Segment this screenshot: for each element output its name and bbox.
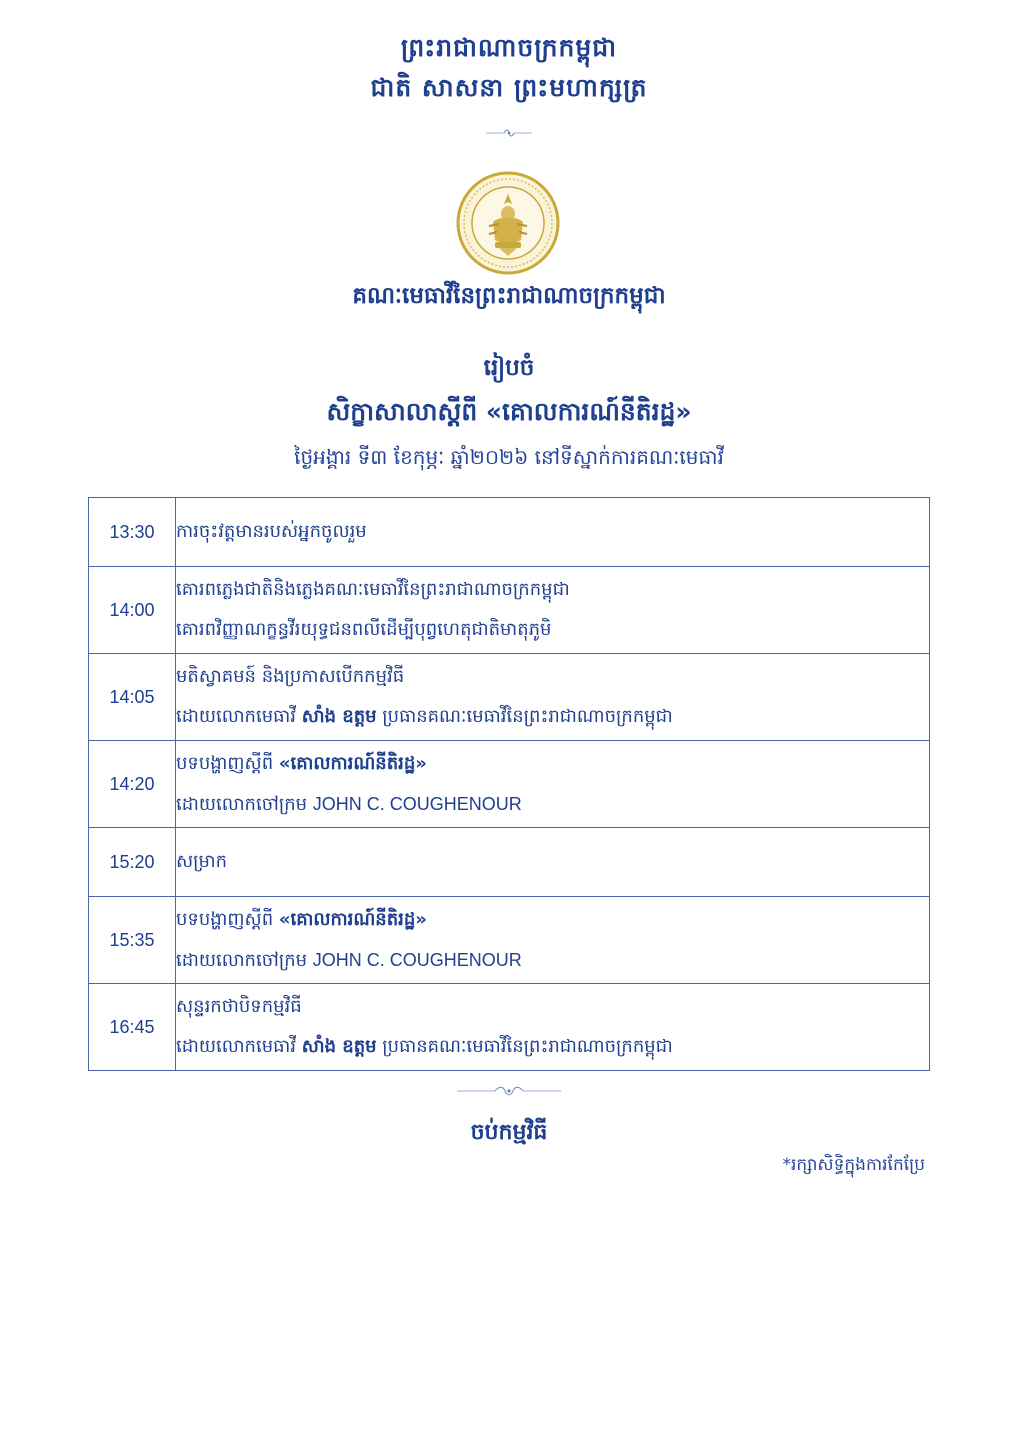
- agenda-item-text: ការចុះវត្តមានរបស់អ្នកចូលរួម: [176, 521, 367, 542]
- agenda-description: [176, 984, 930, 1071]
- agenda-time: 14:05: [89, 654, 176, 741]
- agenda-time: 15:35: [89, 897, 176, 984]
- speaker-name: សាំង ឧត្តម: [301, 1036, 377, 1057]
- agenda-description: [176, 828, 930, 897]
- agenda-row: [89, 828, 930, 897]
- agenda-speaker-line: [176, 784, 929, 824]
- agenda-speaker-line: [176, 1027, 929, 1067]
- national-motto: ជាតិ សាសនា ព្រះមហាក្សត្រ: [370, 73, 648, 102]
- topic-prefix: បទបង្ហាញស្តីពី: [176, 909, 274, 930]
- agenda-row: [89, 654, 930, 741]
- agenda-description: [176, 741, 930, 828]
- agenda-item-text: មតិស្វាគមន៍ និងប្រកាសបើកកម្មវិធី: [176, 666, 405, 687]
- footnote: *រក្សាសិទ្ធិក្នុងការកែប្រែ: [782, 1155, 925, 1175]
- speaker-prefix: ដោយលោកមេធាវី: [176, 706, 296, 727]
- agenda-time: 13:30: [89, 498, 176, 567]
- agenda-row: [89, 984, 930, 1071]
- bar-association-seal-icon: [455, 170, 561, 276]
- speaker-title: ប្រធានគណៈមេធាវីនៃព្រះរាជាណាចក្រកម្ពុជា: [382, 1036, 673, 1057]
- topic-prefix: បទបង្ហាញស្តីពី: [176, 753, 274, 774]
- agenda-item-text: គោរពវិញ្ញាណក្ខន្ធវីរយុទ្ធជនពលីដើម្បីបុព្វហេតុជាតិមាតុភូមិ: [176, 619, 552, 640]
- flourish-divider-icon: [455, 1084, 563, 1098]
- seminar-title: សិក្ខាសាលាស្តីពី «គោលការណ៍នីតិរដ្ឋ»: [326, 397, 692, 426]
- agenda-row: [89, 567, 930, 654]
- agenda-row: [89, 741, 930, 828]
- speaker-name: JOHN C. COUGHENOUR: [312, 950, 522, 970]
- agenda-speaker-line: [176, 940, 929, 980]
- speaker-prefix: ដោយលោកចៅក្រម: [176, 950, 308, 971]
- date-location: ថ្ងៃអង្គារ ទី៣ ខែកុម្ភៈ ឆ្នាំ២០២៦ នៅទីស្នាក់ការគណៈមេធាវី: [294, 445, 724, 469]
- speaker-name: JOHN C. COUGHENOUR: [312, 794, 522, 814]
- agenda-item-text: សុន្ទរកថាបិទកម្មវិធី: [176, 996, 302, 1017]
- speaker-title: ប្រធានគណៈមេធាវីនៃព្រះរាជាណាចក្រកម្ពុជា: [382, 706, 673, 727]
- organizes-label: រៀបចំ: [483, 355, 535, 381]
- agenda-description: [176, 897, 930, 984]
- agenda-row: [89, 897, 930, 984]
- speaker-prefix: ដោយលោកចៅក្រម: [176, 794, 308, 815]
- topic-title: «គោលការណ៍នីតិរដ្ឋ»: [278, 909, 427, 930]
- agenda-description: [176, 567, 930, 654]
- committee-name: គណៈមេធាវីនៃព្រះរាជាណាចក្រកម្ពុជា: [352, 283, 666, 309]
- agenda-topic-line: [176, 744, 929, 784]
- agenda-description: [176, 654, 930, 741]
- agenda-item-text: សម្រាក: [176, 851, 228, 872]
- agenda-time: 16:45: [89, 984, 176, 1071]
- agenda-time: 14:20: [89, 741, 176, 828]
- agenda-time: 14:00: [89, 567, 176, 654]
- speaker-name: សាំង ឧត្តម: [301, 706, 377, 727]
- topic-title: «គោលការណ៍នីតិរដ្ឋ»: [278, 753, 427, 774]
- agenda-time: 15:20: [89, 828, 176, 897]
- flourish-divider-icon: [484, 126, 534, 140]
- agenda-speaker-line: [176, 697, 929, 737]
- speaker-prefix: ដោយលោកមេធាវី: [176, 1036, 296, 1057]
- agenda-row: [89, 498, 930, 567]
- agenda-description: [176, 498, 930, 567]
- agenda-item-text: គោរពភ្លេងជាតិនិងភ្លេងគណៈមេធាវីនៃព្រះរាជាណាចក្រកម្ពុជា: [176, 579, 570, 600]
- end-of-program: ចប់កម្មវិធី: [470, 1120, 548, 1145]
- kingdom-title: ព្រះរាជាណាចក្រកម្ពុជា: [400, 33, 618, 62]
- agenda-table: [88, 497, 930, 1071]
- agenda-topic-line: [176, 900, 929, 940]
